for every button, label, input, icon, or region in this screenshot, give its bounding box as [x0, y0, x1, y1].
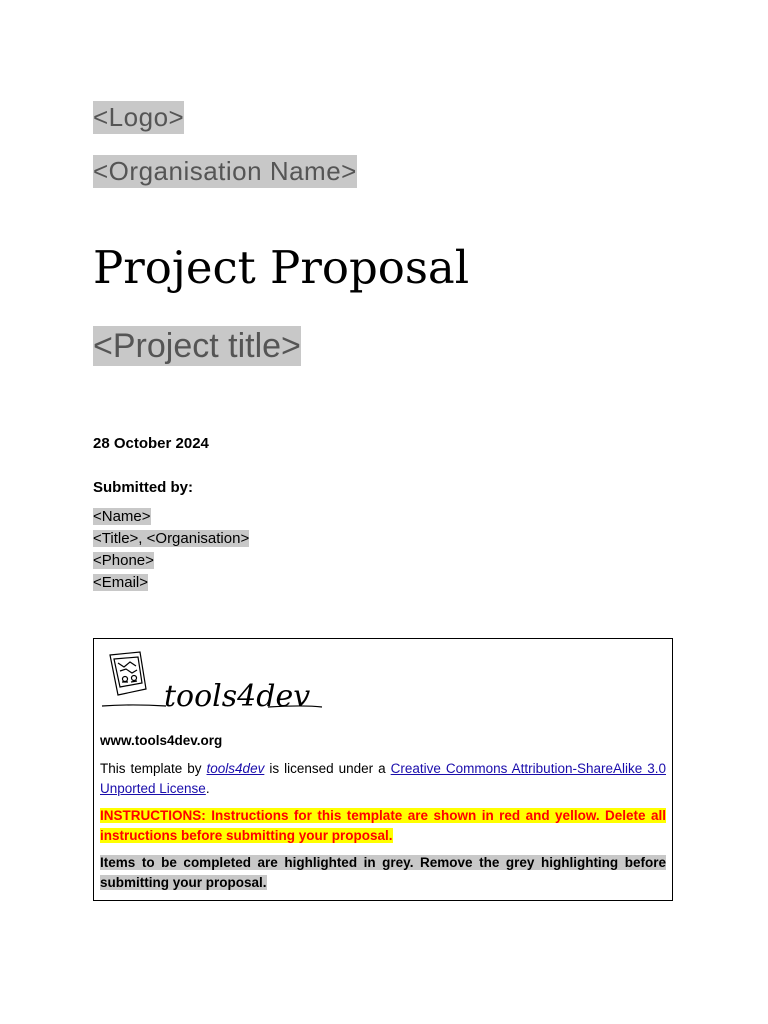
- tools4dev-link[interactable]: tools4dev: [206, 761, 265, 776]
- license-paragraph: [100, 759, 666, 799]
- template-info-box: [93, 638, 673, 901]
- license-prefix: This template by: [100, 761, 207, 776]
- logo-placeholder: <Logo>: [93, 102, 185, 132]
- submitted-by-label: Submitted by:: [93, 479, 193, 496]
- contact-name: <Name>: [93, 508, 151, 525]
- tools4dev-logo: [100, 649, 324, 717]
- license-suffix: .: [205, 781, 210, 796]
- grey-note-text: Items to be completed are highlighted in grey. Remove the grey highlighting before submitting your proposal.: [100, 855, 666, 890]
- website-url: www.tools4dev.org: [100, 733, 223, 748]
- organisation-name-placeholder: <Organisation Name>: [93, 156, 357, 186]
- tools4dev-logo-text: tools4dev: [164, 679, 311, 714]
- contact-title-organisation: <Title>, <Organisation>: [93, 530, 250, 547]
- contact-block: [93, 506, 249, 594]
- proposal-date: 28 October 2024: [93, 435, 209, 452]
- contact-email: <Email>: [93, 574, 149, 591]
- grey-highlight-note: [100, 853, 666, 893]
- tools4dev-logo-icon: [100, 649, 324, 717]
- instructions-text: INSTRUCTIONS: Instructions for this template are shown in red and yellow. Delete all instructions before submitting your proposal.: [100, 808, 666, 843]
- license-middle: is licensed under a: [264, 761, 391, 776]
- instructions-paragraph: [100, 806, 666, 846]
- creative-commons-license-link[interactable]: Creative Commons Attribution-ShareAlike 3.0 Unported License: [100, 761, 666, 796]
- document-title: Project Proposal: [93, 241, 470, 294]
- contact-phone: <Phone>: [93, 552, 154, 569]
- project-title-placeholder: <Project title>: [93, 327, 301, 365]
